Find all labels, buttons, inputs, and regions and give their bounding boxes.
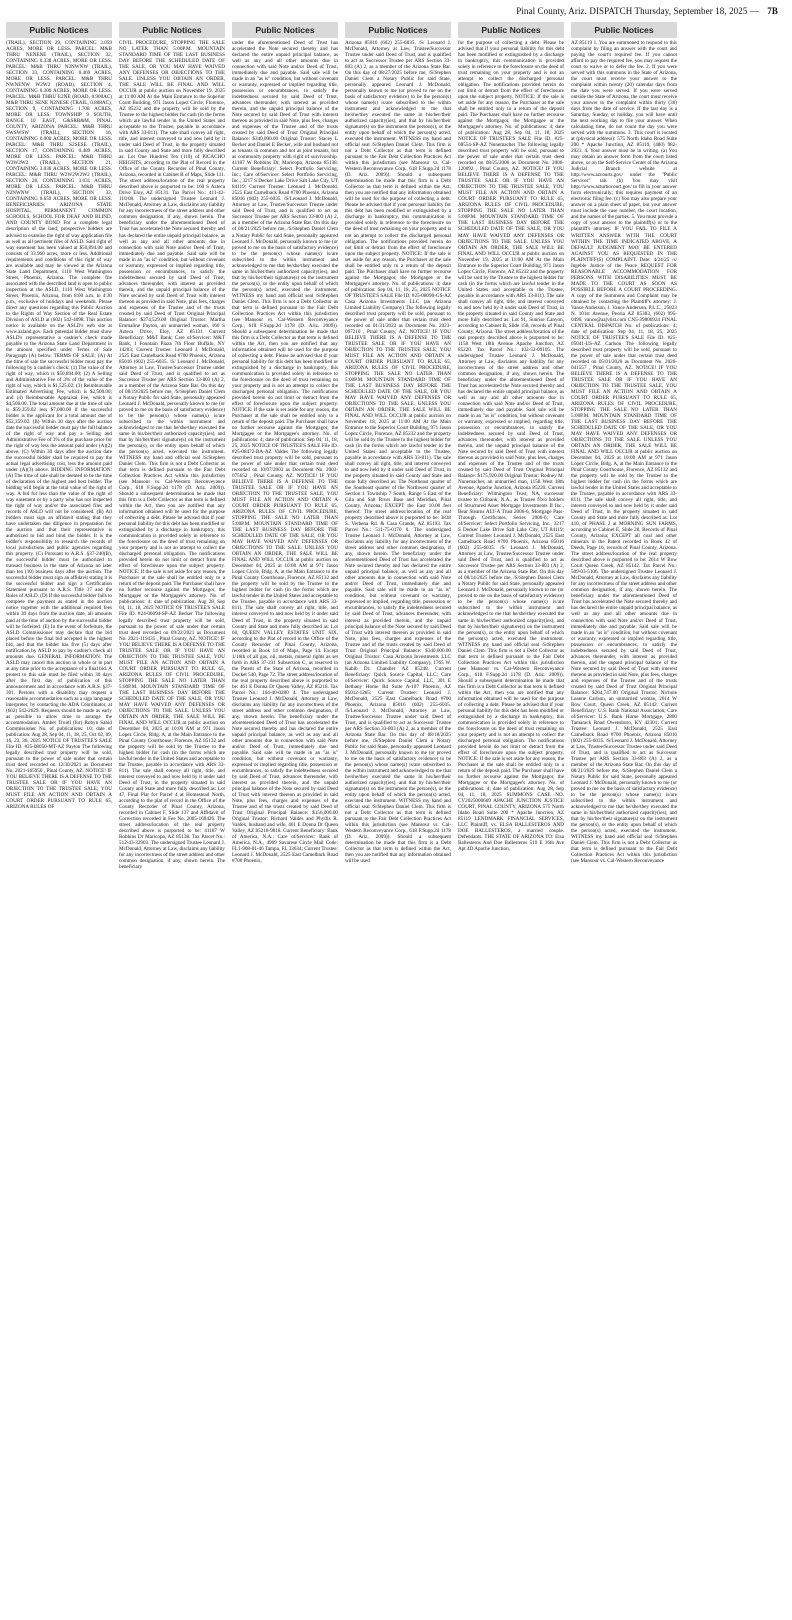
- publication-date: Thursday, September 18, 2025 —: [634, 6, 759, 16]
- column-header: Public Notices: [119, 22, 225, 38]
- notice-column-6: [571, 22, 677, 1614]
- column-header: Public Notices: [232, 22, 338, 38]
- notice-columns: [6, 22, 786, 1614]
- notice-column-1: [6, 22, 112, 1614]
- column-text: under the aforementioned Deed of Trust has accelerated the Note secured thereby and has declared the entire unpaid principal balance, as well as any and all other amounts due in connection with said Note and/or Deed of Trust, immediately due and payable. Said sale will be made in an "as is" condition, but without covenant or warranty, expressed or implied regarding title, possession or encumbrances, to satisfy the indebtedness secured by said Deed of Trust, advances thereunder, with interest as provided therein, and the unpaid principal balance of the Note secured by said Deed of Trust with interest thereon as provided in said Note, plus fees, charges and expenses of the Trustee and of the trusts created by said Deed of Trust Original Principal Balance: $340,000.00 Original Trustor: Stacey L Becker and Daniel E Becker, wife and husband not as tenants in common and not as joint tenants, but as community property with right of survivorship. 41187 W Robbins Dr, Maricopa, Arizona 85138. Current Beneficiary: Select Portfolio Servicing, Inc.; Care of/Servicer: Select Portfolio Servicing, Inc., 3217 S Decker Lake Drive Salt Lake City, UT 84119; Current Trustee: Leonard J. McDonald, 2525 East Camelback Road #700 Phoenix, Arizona 85016 (602) 255-6035. /S/Leonard J. McDonald, Attorney at Law, Trustee/Successor Trustee under said Deed of Trust, and is qualified to act as Successor Trustee per ARS Section 33-803 (A) 2, as a member of the Arizona State Bar. On this day of 08/21/2025 before me, /S/Stephen Daniel Clem a Notary Public for said State, personally appeared Leonard J. McDonald, personally known to me (or proved to me on the basis of satisfactory evidence) to be the person(s) whose name(s) is/are subscribed to the within instrument and acknowledged to me that he/she/they executed the same in his/her/their authorized capacity(ies), and that by his/her/their signature(s) on the instrument the person(s), or the entity upon behalf of which the person(s) acted, executed the instrument. WITNESS my hand and official seal /S/Stephen Daniel Clem. This firm is not a Debt Collector as that term is defined pursuant to the Fair Debt Collection Practices Act within this jurisdiction (see Mansour vs. Cal-Western Reconveyance Corp., 618 F.Supp.2d 1178 (D. Ariz. 2009)). Should a subsequent determination be made that this firm is a Debt Collector as that term is defined within the Act, then you are notified that any information obtained will be used for the purpose of collecting a debt. Please be advised that if your personal liability for this debt has been modified or extinguished by a discharge in bankruptcy, this communication is provided solely in reference to the foreclosure on the deed of trust remaining on your property and is not an attempt to collect the discharged personal obligation. The notifications provided herein do not limit or detract from the effect of foreclosure upon the subject property. NOTICE: If the sale is set aside for any reason, the Purchaser at the sale shall be entitled only to a return of the deposit paid. The Purchaser shall have no further recourse against the Mortgagor, the Mortgagee or the Mortgagee's attorney. No. of publications: 4; date of publication: Sep 04, 11, 18, 25, 2025 NOTICE OF TRUSTEE'S SALE File ID. #25-08472-BA-AZ Valdes The following legally described trust property will be sold, pursuant to the power of sale under that certain trust deed recorded on 10/07/2003 as Document No. 2003-075652 , Pinal County, AZ. NOTICE! IF YOU BELIEVE THERE IS A DEFENSE TO THE TRUSTEE SALE OR IF YOU HAVE AN OBJECTION TO THE TRUSTEE SALE, YOU MUST FILE AN ACTION AND OBTAIN A COURT ORDER PURSUANT TO RULE 65, ARIZONA RULES OF CIVIL PROCEDURE, STOPPING THE SALE NO LATER THAN 5:00P.M. MOUNTAIN STANDARD TIME OF THE LAST BUSINESS DAY BEFORE THE SCHEDULED DATE OF THE SALE, OR YOU MAY HAVE WAIVED ANY DEFENSES OR OBJECTIONS TO THE SALE. UNLESS YOU OBTAIN AN ORDER, THE SALE WILL BE FINAL AND WILL OCCUR at public auction on December 04, 2025 at 10:00 AM at 971 Jason Lopez Circle, Bldg. A, at the Main Entrance to the Pinal County Courthouse, Florence, AZ 85132 and the property will be sold by the Trustee to the highest bidder for cash (in the forms which are lawful tender in the United States and acceptable to the Trustee, payable in accordance with ARS 33-811). The sale shall convey all right, title, and interest conveyed to and now held by it under said Deed of Trust, in the property situated in said County and State and more fully described as: Lot 60, QUEEN VALLEY ESTATES UNIT SIX, according to the Plat of record in the Office of the County Recorder of Pinal County, Arizona, recorded in Book 14 of Maps, Page 14. Except 1/16th of all gas, oil, metals, mineral rights as set forth in ARS 37-231 Subsection C, as reserved in the Patent of the State of Arizona, recorded in Docket 540, Page 72. The street address/location of the real property described above is purported to be: 461 E Donna Dr Queen Valley, AZ 85218. Tax Parcel No.: 104-40-0280 4. The undersigned Trustee Leonard J. McDonald, Attorney at Law, disclaims any liability for any incorrectness of the street address and other common designation, if any, shown herein. The beneficiary under the aforementioned Deed of Trust has accelerated the Note secured thereby and has declared the entire unpaid principal balance, as well as any and all other amounts due in connection with said Note and/or Deed of Trust, immediately due and payable. Said sale will be made in an "as is" condition, but without covenant or warranty, expressed or implied regarding title, possession or encumbrances, to satisfy the indebtedness secured by said Deed of Trust, advances thereunder, with interest as provided therein, and the unpaid principal balance of the Note secured by said Deed of Trust with interest thereon as provided in said Note, plus fees, charges and expenses of the Trustee and of the trusts created by said Deed of Trust Original Principal Balance: $156,000.00 Original Trustor: Richard Valdes and Phyllis R. Valdes, husband and wife, 461 E Donna Dr Queen Valley, AZ 85218-9818. Current Beneficiary: Bank of America, N.A.; Care of/Servicer: Bank of America, N.A., 4909 Savarese Circle Mail Code: FL1-908-01-46 Tampa, FL 33634; Current Trustee: Leonard J. McDonald, 2525 East Camelback Road #700 Phoenix,: [232, 40, 338, 865]
- column-header: Public Notices: [6, 22, 112, 38]
- page-masthead: [516, 6, 778, 20]
- column-text: for the purpose of collecting a debt. Please be advised that if your personal liability for this debt has been modified or extinguished by a discharge in bankruptcy, this communication is provided solely in reference to the foreclosure on the deed of trust remaining on your property and is not an attempt to collect the discharged personal obligation. The notifications provided herein do not limit or detract from the effect of foreclosure upon the subject property. NOTICE: If the sale is set aside for any reason, the Purchaser at the sale shall be entitled only to a return of the deposit paid. The Purchaser shall have no further recourse against the Mortgagor, the Mortgagee or the Mortgagee's attorney. No. of publications: 4; date of publication: Aug 28, Sep 04, 11, 18, 2025 NOTICE OF TRUSTEE'S SALE File ID. #25-08554-SP-AZ Nunemacher The following legally described trust property will be sold, pursuant to the power of sale under that certain trust deed recorded on 08/25/2006 as Document No. 2006-120092 , Pinal County, AZ. NOTICE! IF YOU BELIEVE THERE IS A DEFENSE TO THE TRUSTEE SALE OR IF YOU HAVE AN OBJECTION TO THE TRUSTEE SALE, YOU MUST FILE AN ACTION AND OBTAIN A COURT ORDER PURSUANT TO RULE 65, ARIZONA RULES OF CIVIL PROCEDURE, STOPPING THE SALE NO LATER THAN 5:00P.M. MOUNTAIN STANDARD TIME OF THE LAST BUSINESS DAY BEFORE THE SCHEDULED DATE OF THE SALE, OR YOU MAY HAVE WAIVED ANY DEFENSES OR OBJECTIONS TO THE SALE. UNLESS YOU OBTAIN AN ORDER, THE SALE WILL BE FINAL AND WILL OCCUR at public auction on November 19, 2025 at 11:00 AM At the Main Entrance to the Superior Court Building, 971 Jason Lopez Circle, Florence, AZ 85232 and the property will be sold by the Trustee to the highest bidder for cash (in the forms which are lawful tender in the United States and acceptable to the Trustee, payable in accordance with ARS 33-811). The sale shall convey all right, title, and interest conveyed to and now held by it under said Deed of Trust, in the property situated in said County and State and more fully described as: Lot 91, Sunrise Canyon, according to Cabinet B, Slide 158, records of Pinal County, Arizona. The street address/location of the real property described above is purported to be: 1158 West 18th Avenue Apache Junction, AZ 85220. Tax Parcel No.: 102-52-09105. The undersigned Trustee Leonard J. McDonald, Attorney at Law, disclaims any liability for any incorrectness of the street address and other common designation, if any, shown herein. The beneficiary under the aforementioned Deed of Trust has accelerated the Note secured thereby and has declared the entire unpaid principal balance, as well as any and all other amounts due in connection with said Note and/or Deed of Trust, immediately due and payable. Said sale will be made in an "as is" condition, but without covenant or warranty, expressed or implied, regarding title, possession or encumbrances, to satisfy the indebtedness secured by said Deed of Trust, advances thereunder, with interest as provided therein, and the unpaid principal balance of the Note secured by said Deed of Trust with interest thereon as provided in said Note, plus fees, charges and expenses of the Trustee and of the trusts created by said Deed of Trust Original Principal Balance: $175,920.00 Original Trustor: Rodney M. Nunemacher, an unmarried man, 1158 West 18th Avenue, Apache Junction, Arizona 85220. Current Beneficiary: Wilmington Trust, NA, successor trustee to Citibank, N.A., as Trustee f/b/o holders of Structured Asset Mortgage Investments II Inc., Bear Stearns ALT-A Trust 2006-6, Mortgage Pass-Through Certificates, Series 2006-6; Care of/Servicer: Select Portfolio Servicing, Inc., 3217 S Decker Lake Drive Salt Lake City, UT 84119; Current Trustee: Leonard J. McDonald, 2525 East Camelback Road #700 Phoenix, Arizona 85016 (602) 255-6035. /S/ Leonard J. McDonald, Attorney at Law, Trustee/Successor Trustee under said Deed of Trust, and is qualified to act as Successor Trustee per ARS Section 33-803 (A) 2, as a member of the Arizona State Bar. On this day of 08/14/2025 before me, /S/Stephen Daniel Clem a Notary Public for said State, personally appeared Leonard J. McDonald, personally known to me (or proved to me on the basis of satisfactory evidence) to be the person(s) whose name(s) is/are subscribed to the within instrument and acknowledged to me that he/she/they executed the same in his/her/their authorized capacity(ies), and that by his/her/their signature(s) on the instrument the person(s), or the entity upon behalf of which the person(s) acted, executed the instrument. WITNESS my hand and official seal /S/Stephen Daniel Clem. This firm is not a Debt Collector as that term is defined pursuant to the Fair Debt Collection Practices Act within this jurisdiction (see Mansour vs. Cal-Western Reconveyance Corp., 618 F.Supp.2d 1178 (D. Ariz. 2009)). Should a subsequent determination be made that this firm is a Debt Collector as that term is defined within the Act, then you are notified that any information obtained will be used for the purpose of collecting a debt. Please be advised that if your personal liability for this debt has been modified or extinguished by a discharge in bankruptcy, this communication is provided solely in reference to the foreclosure on the deed of trust remaining on your property and is not an attempt to collect the discharged personal obligation. The notifications provided herein do not limit or detract from the effect of foreclosure upon the subject property. NOTICE: If the sale is set aside for any reason, the Purchaser at the sale shall be entitled only to a return of the deposit paid. The Purchaser shall have no further recourse against the Mortgagor, the Mortgagee or the Mortgagee's attorney. No. of publications: 4; date of publication: Aug 28, Sep 04, 11, 18, 2025 SUMMONS CASE NO. CV2025000669 APACHE JUNCTION JUSTICE COURT, PINAL COUNTY, ARIZONA 575 North Idaho Road Suite 200 * Apache Junction, AZ 85119 LENDMARK FINANCIAL SERVICES, LLC Plaintiff, vs. ELSA BALLESTEROS AND DOE BALLESTEROS, a married couple. Defendants. THE STATE OF ARIZONA TO: Elsa Ballesteros And Doe Ballesteros 510 E 16th Ave Apt 4D Apache Junction,: [458, 40, 564, 853]
- column-text: (TRAIL), SECTION 29, CONTAINING 3.059 ACRES, MORE OR LESS. PARCEL: M&B THRU NENENE (TRAIL), SECTION 32, CONTAINING 0.338 ACRES, MORE OR LESS. PARCEL: M&B THRU N2NWNW (TRAIL), SECTION 33, CONTAINING 0.469 ACRES, MORE OR LESS. PARCEL: M&B THRU NWNENW W2W2 (ROAD), SECTION 4, CONTAINING 0.300 ACRES, MORE OR LESS. PARCEL: M&B THRU E2NE (ROAD, 0.900AC) M&B THRU SENE N2NESE (TRAIL, 0.808AC), SECTION 9, CONTAINING 1.708 ACRES, MORE OR LESS. TOWNSHIP 9 SOUTH, RANGE 10 EAST, G&SRB&M, PINAL COUNTY, ARIZONA PARCEL: M&B THRU SWSWSW (TRAIL), SECTION 16, CONTAINING 0.000 ACRES, MORE OR LESS. PARCEL: M&B THRU S2SESE (TRAIL), SECTION 17, CONTAINING 0.489 ACRES, MORE OR LESS. PARCEL: M&B THRU W2W2W2 (TRAIL), SECTION 21, CONTAINING 3.036 ACRES, MORE OR LESS. PARCEL: M&B THRU W2W2W2W2 (TRAIL), SECTION 28, CONTAINING 3.031 ACRES, MORE OR LESS. PARCEL: M&B THRU N2NWNW (TRAIL), SECTION 33, CONTAINING 0.659 ACRES, MORE OR LESS. BENEFICIARIES: ARIZONA STATE HOSPITAL, PERMANENT COMMON SCHOOLS, SCHOOL FOR DEAF AND BLIND, AND COUNTY BOND For a complete legal description of the land, prospective bidders are advised to examine the right of way application file as well as all pertinent files of ASLD. Said right of way easement has been valued at $50,894.00 and consists of 33.960 acres, more or less. Additional requirements and conditions of this right of way are available and may be viewed at the Arizona State Land Department, 1110 West Washington Street, Phoenix, Arizona. The complete file associated with the described land is open to public inspection at the ASLD, 1110 West Washington Street, Phoenix, Arizona, from 8:00 a.m. to 4:30 p.m., exclusive of holidays and weekends. Please direct any questions regarding this Public Auction to the Rights of Way Section of the Real Estate Division of ASLD at (602) 542-4098. This auction notice is available on the ASLD's web site at www.azland.gov. Each potential bidder must show ASLD's representative a cashier's check made payable to the Arizona State Land Department in the amount specified under Terms of Sale Paragraph (A) below. TERMS OF SALE: (A) At the time of sale the successful bidder must pay the following by a cashier's check: (1) The value of the right of way, which is $50,894.00; (2) A Selling and Administrative Fee of 3% of the value of the right of way, which is $1,525.02; (3) Reimbursable Estimated Advertising Fee, which is $2,500.00; and (4) Reimbursable Appraisal Fee, which is $4,500.00. The total amount due at the time of sale is $59,359.02 less $7,000.00 if the successful bidder is the applicant for a total amount due of $52,359.02. (B) Within 30 days after the auction date the successful bidder must pay the full balance of the right of way and pay a Selling and Administrative Fee of 3% of the purchase price for the right of way less the amount paid under (A)(2) above. (C) Within 30 days after the auction date the successful bidder shall be required to pay the actual legal advertising cost, less the amount paid under (A)(3) above. BIDDING INFORMATION: (A) The time of sale shall be deemed to be the time of declaration of the highest and best bidder. The bidding will begin at the total value of the right of way. A bid for less than the value of the right of way easement or by a party who has not inspected the right of way and/or the associated files and records of ASLD will not be considered. (B) All bidders must sign an affidavit stating that they have undertaken due diligence in preparation for the auction and that their representative is authorized to bid and bind the bidder. It is the bidder's responsibility to research the records of local jurisdictions and public agencies regarding this property. (C) Pursuant to A.R.S. §37-240(B), the successful bidder must be authorized to transact business in the state of Arizona no later than ten (10) business days after the auction. The successful bidder must sign an affidavit stating it is the successful bidder and sign a Certification Statement pursuant to A.R.S. Title 37 and the Rules of ASLD. (D) If the successful bidder fails to complete the payment as stated in the auction notice together with the additional required fees within 30 days from the auction date, all amounts paid at the time of auction by the successful bidder will be forfeited. (E) In the event of forfeiture, the ASLD Commissioner may declare that the bid placed before the final bid accepted is the highest bid, and that the bidder has five (5) days after notification by ASLD to pay by cashier's check all amounts due. GENERAL INFORMATION: The ASLD may cancel this auction in whole or in part at any time prior to the acceptance of a final bid. A protest to this sale must be filed within 30 days after the first day of publication of this announcement and in accordance with A.R.S. §37-301. Persons with a disability may request a reasonable accommodation such as a sign language interpreter, by contacting the ADA Coordinator, at (602) 542-2629. Requests should be made as early as possible to allow time to arrange the accommodation. Amber Troidl (for) Robyn Sahid Commissioner No. of publications: 10; date of publication: Aug 28, Sep 04, 11, 18, 25, Oct 02, 09, 16, 23, 30, 2025 NOTICE OF TRUSTEE'S SALE File ID. #25-08050-MT-AZ Payton The following legally described trust property will be sold, pursuant to the power of sale under that certain trust deed recorded on 12/30/2021 as Document No. 2021-165950 , Pinal County, AZ. NOTICE! IF YOU BELIEVE THERE IS A DEFENSE TO THE TRUSTEE SALE OR IF YOU HAVE AN OBJECTION TO THE TRUSTEE SALE, YOU MUST FILE AN ACTION AND OBTAIN A COURT ORDER PURSUANT TO RULE 65, ARIZONA RULES OF: [6, 40, 112, 810]
- column-text: AZ 85119 1. You are summoned to respond to this complaint by filing an answer with the court and paying the court's required fee. If you cannot afford to pay the required fee, you may request the court to waive or to defer the fee. 2. If you were served with this summons in the State of Arizona, the court must receive your answer to the complaint within twenty (20) calendar days from the date you were served. If you were served outside the State of Arizona, the court must receive your answer to the complaint within thirty (30) days from the date of service. If the last day is a Saturday, Sunday, or holiday, you will have until the next working day to file your answer. When calculating time, do not count the day you were served with the summons. 3. This court is located at (physical address): 575 North Idaho Road Suite 200 * Apache Junction, AZ 85119, (480) 982-2921. 4. Your answer must be in writing. (a) You may obtain an answer form from the court listed above, or on the Self-Service Center of the Arizona Judicial Branch website at http://www.azcourts.gov/ under the "Public Services" tab. (b) You may visit http://www.azturbocourt.gov/ to fill in your answer form electronically; this requires payment of an electronic filing fee. (c) You may also prepare your answer on a plain sheet of paper, but your answer must include the case number, the court location, and the names of the parties. 5. You must provide a copy of your answer to the plaintiff(s) or to the plaintiff's attorney. IF YOU FAIL TO FILE A WRITTEN ANSWER WITH THE COURT WITHIN THE TIME INDICATED ABOVE, A DEFAULT JUDGMENT MAY BE ENTERED AGAINST YOU AS REQUESTED IN THE PLAINTIFF(S) COMPLAINT. Date: 4/24/25 /s/ Ingeble Justice of the Peace REQUEST FOR REASONABLE ACCOMMODATION FOR PERSONS WITH DISABILITIES MUST BE MADE TO THE COURT AS SOON AS POSSIBLE BEFORE A COURT PROCEEDING. A copy of the Summons and Complaint may be obtained by contacting the Plaintiff's attorney: J. Vance Anderson, J. Vance Anderson, P.L.C., 25823 N. 101st Avenue, Peoria AZ 85383, (602) 995-0490, vance@azjvlist.com CN5-39806924 FINAL CENTRAL DISPATCH No. of publications: 4; date of publication: Sep 04, 11, 18, 25, 2025 NOTICE OF TRUSTEE'S SALE File ID. #25-05041-US-AZ Carlson The following legally described trust property will be sold, pursuant to the power of sale under that certain trust deed recorded on 05/01/2020 as Document No. 2020-041557 , Pinal County, AZ. NOTICE! IF YOU BELIEVE THERE IS A DEFENSE TO THE TRUSTEE SALE OR IF YOU HAVE AN OBJECTION TO THE TRUSTEE SALE, YOU MUST FILE AN ACTION AND OBTAIN A COURT ORDER PURSUANT TO RULE 65, ARIZONA RULES OF CIVIL PROCEDURE, STOPPING THE SALE NO LATER THAN 5:00P.M. MOUNTAIN STANDARD TIME OF THE LAST BUSINESS DAY BEFORE THE SCHEDULED DATE OF THE SALE, OR YOU MAY HAVE WAIVED ANY DEFENSES OR OBJECTIONS TO THE SALE. UNLESS YOU OBTAIN AN ORDER, THE SALE WILL BE FINAL AND WILL OCCUR at public auction on December 04, 2025 at 10:00 AM at 971 Jason Lopez Circle, Bldg. A, at the Main Entrance to the Pinal County Courthouse, Florence, AZ 85132 and the property will be sold by the Trustee to the highest bidder for cash (in the forms which are lawful tender in the United States and acceptable to the Trustee, payable in accordance with ARS 33-811). The sale shall convey all right, title, and interest conveyed to and now held by it under said Deed of Trust, in the property situated in said County and State and more fully described as: Lot 410, of PHASE 2 at MORNING SUN FARMS, according to Cabinet E, Slide 28, Records of Pinal County, Arizona; EXCEPT all coal and other minerals in the Patent recorded in Book 42 of Deeds, Page 16, records of Pinal County, Arizona. The street address/location of the real property described above is purported to be: 2614 W Bow Court Queen Creek, AZ 85142. Tax Parcel No.: 509-03-5106. The undersigned Trustee Leonard J. McDonald, Attorney at Law, disclaims any liability for any incorrectness of the street address and other common designation, if any, shown herein. The beneficiary under the aforementioned Deed of Trust has accelerated the Note secured thereby and has declared the entire unpaid principal balance, as well as any and all other amounts due in connection with said Note and/or Deed of Trust, immediately due and payable. Said sale will be made in an "as is" condition, but without covenant or warranty, expressed or implied regarding title, possession or encumbrances, to satisfy the indebtedness secured by said Deed of Trust, advances thereunder, with interest as provided therein, and the unpaid principal balance of the Note secured by said Deed of Trust with interest thereon as provided in said Note, plus fees, charges and expenses of the Trustee and of the trusts created by said Deed of Trust Original Principal Balance: $264,747.00 Original Trustor: Nichole Leanne Carlson, an unmarried woman, 2614 W Bow Court, Queen Creek, AZ 85142. Current Beneficiary: U.S. Bank National Association; Care of/Servicer: U.S. Bank Home Mortgage, 2800 Tamarack Road Owensboro, KY 42301; Current Trustee: Leonard J. McDonald, 2525 East Camelback Road #700 Phoenix, Arizona 85016 (602) 255-6035. /S/Leonard J. McDonald, Attorney at Law, Trustee/Successor Trustee under said Deed of Trust, and is qualified to act as Successor Trustee per ARS Section 33-803 (A) 2, as a member of the Arizona State Bar. On this day of 08/21/2025 before me, /S/Stephen Daniel Clem a Notary Public for said State, personally appeared Leonard J. McDonald, personally known to me (or proved to me on the basis of satisfactory evidence) to be the person(s) whose name(s) is/are subscribed to the within instrument and acknowledged to me that he/she/they executed the same in his/her/their authorized capacity(ies), and that by his/her/their signature(s) on the instrument the person(s), or the entity upon behalf of which the person(s) acted, executed the instrument. WITNESS my hand and official seal /S/Stephen Daniel Clem. This firm is not a Debt Collector as that term is defined pursuant to the Fair Debt Collection Practices Act within this jurisdiction (see Mansour vs. Cal-Western Reconveyance: [571, 40, 677, 865]
- column-header: Public Notices: [345, 22, 451, 38]
- column-header: Public Notices: [571, 22, 677, 38]
- notice-column-2: [119, 22, 225, 1614]
- page-number: 7B: [767, 6, 778, 16]
- notice-column-4: [345, 22, 451, 1614]
- notice-column-3: [232, 22, 338, 1614]
- notice-column-5: [458, 22, 564, 1614]
- column-text: Arizona 85016 (602) 255-6035. /S/ Leonard J. McDonald, Attorney at Law, Trustee/Successor Trustee under said Deed of Trust, and is qualified to act as Successor Trustee per ARS Section 33-803 (A) 2, as a member of the Arizona State Bar. On this day of 08/27/2025 before me, /S/Stephen Daniel Clem a Notary Public for said State, personally appeared Leonard J. McDonald, personally known to me (or proved to me on the basis of satisfactory evidence) to be the person(s) whose name(s) is/are subscribed to the within instrument and acknowledged to me that he/she/they executed the same in his/her/their authorized capacity(ies), and that by his/her/their signature(s) on the instrument the person(s), or the entity upon behalf of which the person(s) acted, executed the instrument. WITNESS my hand and official seal /S/Stephen Daniel Clem. This firm is not a Debt Collector as that term is defined pursuant to the Fair Debt Collection Practices Act within this jurisdiction (see Mansour vs. Cal-Western Reconveyance Corp., 618 F.Supp.2d 1178 (D. Ariz. 2009)). Should a subsequent determination be made that this firm is a Debt Collector as that term is defined within the Act, then you are notified that any information obtained will be used for the purpose of collecting a debt. Please be advised that if your personal liability for this debt has been modified or extinguished by a discharge in bankruptcy, this communication is provided solely in reference to the foreclosure on the deed of trust remaining on your property and is not an attempt to collect the discharged personal obligation. The notifications provided herein do not limit or detract from the effect of foreclosure upon the subject property. NOTICE: If the sale is set aside for any reason, the Purchaser at the sale shall be entitled only to a return of the deposit paid. The Purchaser shall have no further recourse against the Mortgagor, the Mortgagee or the Mortgagee's attorney. No. of publications: 4; date of publication: Sep 04, 11, 18, 25, 2025 NOTICE OF TRUSTEE'S SALE File ID. #25-08090-GS-AZ Casa Arizona Investments LLC (an Arizona Limited Liability Company) The following legally described trust property will be sold, pursuant to the power of sale under that certain trust deed recorded on 01/31/2023 as Document No. 2023-007210 , Pinal County, AZ. NOTICE! IF YOU BELIEVE THERE IS A DEFENSE TO THE TRUSTEE SALE OR IF YOU HAVE AN OBJECTION TO THE TRUSTEE SALE, YOU MUST FILE AN ACTION AND OBTAIN A COURT ORDER PURSUANT TO RULE 65, ARIZONA RULES OF CIVIL PROCEDURE, STOPPING THE SALE NO LATER THAN 5:00P.M. MOUNTAIN STANDARD TIME OF THE LAST BUSINESS DAY BEFORE THE SCHEDULED DATE OF THE SALE, OR YOU MAY HAVE WAIVED ANY DEFENSES OR OBJECTIONS TO THE SALE. UNLESS YOU OBTAIN AN ORDER, THE SALE WILL BE FINAL AND WILL OCCUR at public auction on November 18, 2025 at 11:00 AM At the Main Entrance to the Superior Court Building, 971 Jason Lopez Circle, Florence, AZ 85232 and the property will be sold by the Trustee to the highest bidder for cash (in the forms which are lawful tender in the United States and acceptable to the Trustee, payable in accordance with ARS 33-811). The sale shall convey all right, title, and interest conveyed to and now held by it under said Deed of Trust, in the property situated in said County and State and more fully described as: The Northeast quarter of the Southeast quarter of the Northwest quarter of Section 1 Township 7 South, Range 5 East of the Gila and Salt River Base and Meridian, Pinal County, Arizona; EXCEPT the East 10.00 feet thereof. The street address/location of the real property described above is purported to be: 3838 S. Verbena Rd. & Casa Grande, AZ 85193. Tax Parcel No.: 511-75-0170 0. The undersigned Trustee Leonard J. McDonald, Attorney at Law, disclaims any liability for any incorrectness of the street address and other common designation, if any, shown herein. The beneficiary under the aforementioned Deed of Trust has accelerated the Note secured thereby and has declared the entire unpaid principal balance, as well as any and all other amounts due in connection with said Note and/or Deed of Trust, immediately due and payable. Said sale will be made in an "as is" condition, but without covenant or warranty, expressed or implied, regarding title, possession or encumbrances, to satisfy the indebtedness secured by said Deed of Trust, advances thereunder, with interest as provided therein, and the unpaid principal balance of the Note secured by said Deed of Trust with interest thereon as provided in said Note, plus fees, charges and expenses of the Trustee and of the trusts created by said Deed of Trust Original Principal Balance: $340,000.00 Original Trustor: Casa Arizona Investments LLC (an Arizona Limited Liability Company), 1765 W. Kabib Dr. Chandler AZ 85248. Current Beneficiary: Quick Source Capital, LLC; Care of/Servicer: Quick Source Capital, LLC, 301 E Bethany Home Rd Suite A-107 Phoenix, AZ 85012-1265; Current Trustee: Leonard J. McDonald, 2525 East Camelback Road #700 Phoenix, Arizona 85016 (602) 255-6035. /S/Leonard J. McDonald, Attorney at Law, Trustee/Successor Trustee under said Deed of Trust, and is qualified to act as Successor Trustee per ARS Section 33-803 (A) 2, as a member of the Arizona State Bar. On this day of 08/18/2025 before me, /S/Stephen Daniel Clem a Notary Public for said State, personally appeared Leonard J. McDonald, personally known to me (or proved to me on the basis of satisfactory evidence) to be the person(s) whose name(s) is/are subscribed to the within instrument and acknowledged to me that he/she/they executed the same in his/her/their authorized capacity(ies), and that by his/her/their signature(s) on the instrument the person(s), or the entity upon behalf of which the person(s) acted, executed the instrument. WITNESS my hand and official seal /S/Stephen Daniel Clem. This firm is not a Debt Collector as that term is defined pursuant to the Fair Debt Collection Practices Act within this jurisdiction (see Mansour vs. Cal-Western Reconveyance Corp., 618 F.Supp.2d 1178 (D. Ariz. 2009)). Should a subsequent determination be made that this firm is a Debt Collector as that term is defined within the Act, then you are notified that any information obtained will be used: [345, 40, 451, 865]
- column-text: CIVIL PROCEDURE, STOPPING THE SALE NO LATER THAN 5:00P.M. MOUNTAIN STANDARD TIME OF THE LAST BUSINESS DAY BEFORE THE SCHEDULED DATE OF THE SALE, OR YOU MAY HAVE WAIVED ANY DEFENSES OR OBJECTIONS TO THE SALE. UNLESS YOU OBTAIN AN ORDER, THE SALE WILL BE FINAL AND WILL OCCUR at public auction on November 19, 2025 at 11:00 AM At the Main Entrance to the Superior Court Building, 971 Jason Lopez Circle, Florence, AZ 85232 and the property will be sold by the Trustee to the highest bidder for cash (in the forms which are lawful tender in the United States and acceptable to the Trustee, payable in accordance with ARS 33-811). The sale shall convey all right, title, and interest conveyed to and now held by it under said Deed of Trust, in the property situated in said County and State and more fully described as: Lot One Hundred Ten (110) of PICACHO HEIGHTS, according to the Plat of Record in the Office of the County Recorder of Pinal County, Arizona, recorded in Cabinet B of Maps, Slide 111. The street address/location of the real property described above is purported to be: 160 S Azteca Drive Eloy, AZ 85131. Tax Parcel No.: 411-42-110/08. The undersigned Trustee Leonard J. McDonald, Attorney at Law, disclaims any liability for any incorrectness of the street address and other common designation, if any, shown herein. The beneficiary under the aforementioned Deed of Trust has accelerated the Note secured thereby and has declared the entire unpaid principal balance, as well as any and all other amounts due in connection with said Note and/or Deed of Trust, immediately due and payable. Said sale will be made in an "as is" condition, but without covenant or warranty, expressed or implied regarding title, possession or encumbrances, to satisfy the indebtedness secured by said Deed of Trust, advances thereunder, with interest as provided therein, and the unpaid principal balance of the Note secured by said Deed of Trust with interest thereon as provided in said Note, plus fees, charges and expenses of the Trustee and of the trusts created by said Deed of Trust Original Principal Balance: $274,529.00 Original Trustor: Martha Emmaline Payton, an unmarried woman, 160 S Azteca Drive, Eloy, AZ 85131 Current Beneficiary: M&T Bank; Care of/Servicer: M&T Bank, 1 Fountain Plaza 7th Floor Buffalo, NY 14203; Current Trustee: Leonard J. McDonald, 2525 East Camelback Road #700 Phoenix, Arizona 85016 (602) 255-6035. /S/ Leonard J. McDonald, Attorney at Law, Trustee/Successor Trustee under said Deed of Trust, and is qualified to act as Successor Trustee per ARS Section 33-803 (A) 2, as a member of the Arizona State Bar. On this day of 08/19/2025 before me, /S/Stephen Daniel Clem a Notary Public for said State, personally appeared Leonard J. McDonald, personally known to me (or proved to me on the basis of satisfactory evidence) to be the person(s) whose name(s) is/are subscribed to the within instrument and acknowledged to me that he/she/they executed the same in his/her/their authorized capacity(ies), and that by his/her/their signature(s) on the instrument the person(s), or the entity upon behalf of which the person(s) acted, executed the instrument. WITNESS my hand and official seal /S/Stephen Daniel Clem. This firm is not a Debt Collector as that term is defined pursuant to the Fair Debt Collection Practices Act within this jurisdiction (see Mansour vs. Cal-Western Reconveyance Corp., 618 F.Supp.2d 1178 (D. Ariz. 2009)). Should a subsequent determination be made that this firm is a Debt Collector as that term is defined within the Act, then you are notified that any information obtained will be used for the purpose of collecting a debt. Please be advised that if your personal liability for this debt has been modified or extinguished by a discharge in bankruptcy, this communication is provided solely in reference to the foreclosure on the deed of trust remaining on your property and is not an attempt to collect the discharged personal obligation. The notifications provided herein do not limit or detract from the effect of foreclosure upon the subject property. NOTICE: If the sale is set aside for any reason, the Purchaser at the sale shall be entitled only to a return of the deposit paid. The Purchaser shall have no further recourse against the Mortgagor, the Mortgagee or the Mortgagee's attorney. No. of publications: 4; date of publication: Aug 28, Sep 04, 11, 18, 2025 NOTICE OF TRUSTEE'S SALE File ID. #24-06094-SP-AZ Becker The following legally described trust property will be sold, pursuant to the power of sale under that certain trust deed recorded on 09/22/2021 as Document No. 2021-119435 , Pinal County, AZ. NOTICE! IF YOU BELIEVE THERE IS A DEFENSE TO THE TRUSTEE SALE OR IF YOU HAVE AN OBJECTION TO THE TRUSTEE SALE, YOU MUST FILE AN ACTION AND OBTAIN A COURT ORDER PURSUANT TO RULE 65, ARIZONA RULES OF CIVIL PROCEDURE, STOPPING THE SALE NO LATER THAN 5:00P.M. MOUNTAIN STANDARD TIME OF THE LAST BUSINESS DAY BEFORE THE SCHEDULED DATE OF THE SALE, OR YOU MAY HAVE WAIVED ANY DEFENSES OR OBJECTIONS TO THE SALE. UNLESS YOU OBTAIN AN ORDER, THE SALE WILL BE FINAL AND WILL OCCUR at public auction on December 04, 2025 at 10:00 AM at 971 Jason Lopez Circle, Bldg. A, at the Main Entrance to the Pinal County Courthouse, Florence, AZ 85132 and the property will be sold by the Trustee to the highest bidder for cash (in the forms which are lawful tender in the United States and acceptable to the Trustee, payable in accordance with ARS 33-811). The sale shall convey all right, title, and interest conveyed to and now held by it under said Deed of Trust, in the property situated in said County and State and more fully described as: Lot 47, Final Plat for Parcel 4 at Homestead North, according to the plat of record in the Office of the County Recorder of Pinal County, Arizona, recorded in Cabinet F, Slide 137 and Affidavit of Correction recorded in Fee No. 2005-169426. The street address/location of the real property described above is purported to be: 41187 W Robbins Dr Maricopa, AZ 85138. Tax Parcel No.: 512-43-32903. The undersigned Trustee Leonard J. McDonald, Attorney at Law, disclaims any liability for any incorrectness of the street address and other common designation, if any, shown herein. The beneficiary: [119, 40, 225, 871]
- column-header: Public Notices: [458, 22, 564, 38]
- publication-title: Pinal County, Ariz. DISPATCH: [516, 6, 633, 16]
